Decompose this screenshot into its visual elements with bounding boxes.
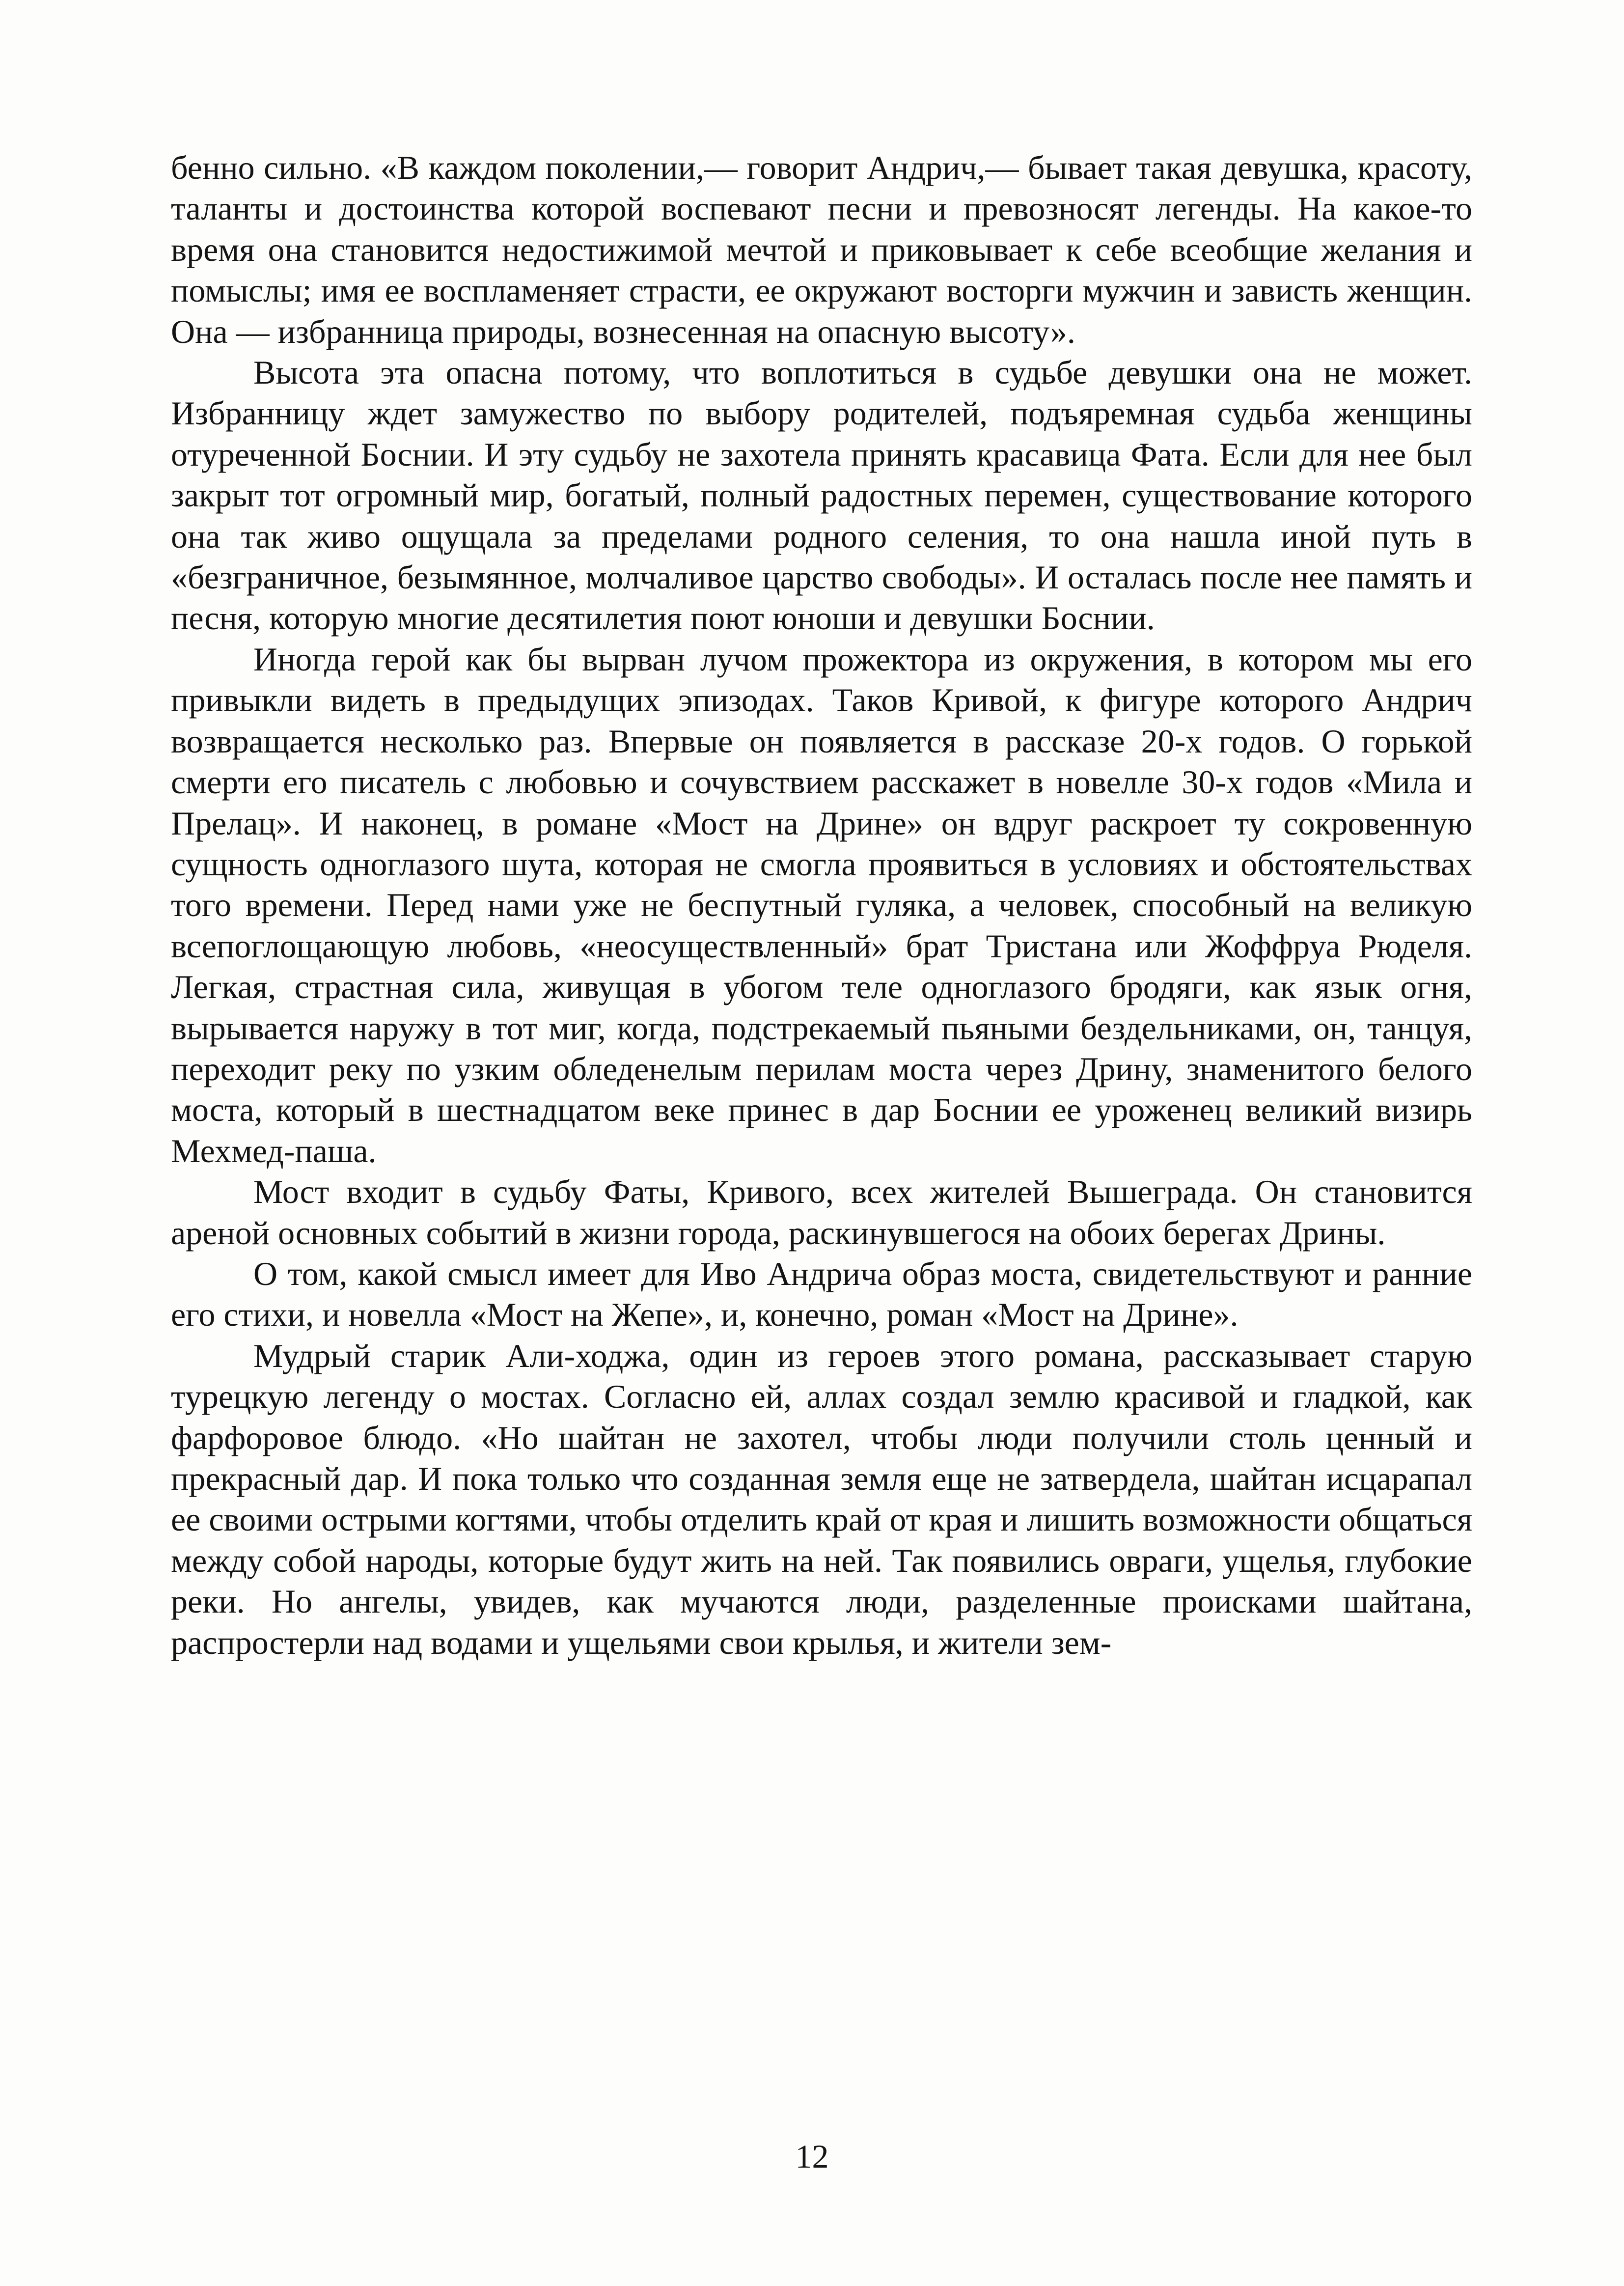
page-number: 12 <box>795 2138 829 2175</box>
paragraph-3: Иногда герой как бы вырван лучом прожектора из окружения, в котором мы его привыкли видеть в предыдущих эпизодах. Таков Кривой, к фигуре которого Андрич возвращается несколько раз. Впервые он появляется в рассказе 20-х годов. О горькой смерти его писатель с любовью и сочувствием расскажет в новелле 30-х годов «Мила и Прелац». И наконец, в романе «Мост на Дрине» он вдруг раскроет ту сокровенную сущность одноглазого шута, которая не смогла проявиться в условиях и обстоятельствах того времени. Перед нами уже не беспутный гуляка, а человек, способный на великую всепоглощающую любовь, «неосуществленный» брат Тристана или Жоффруа Рюделя. Легкая, страстная сила, живущая в убогом теле одноглазого бродяги, как язык огня, вырывается наружу в тот миг, когда, подстрекаемый пьяными бездельниками, он, танцуя, переходит реку по узким обледенелым перилам моста через Дрину, знаменитого белого моста, который в шестнадцатом веке принес в дар Боснии ее уроженец великий визирь Мехмед-паша. <box>171 640 1472 1170</box>
paragraph-6: Мудрый старик Али-ходжа, один из героев этого романа, рассказывает старую турецкую легенду о мостах. Согласно ей, аллах создал землю красивой и гладкой, как фарфоровое блюдо. «Но шайтан не захотел, чтобы люди получили столь ценный и прекрасный дар. И пока только что созданная земля еще не затвердела, шайтан исцарапал ее своими острыми когтями, чтобы отделить край от края и лишить возможности общаться между собой народы, которые будут жить на ней. Так появились овраги, ущелья, глубокие реки. Но ангелы, увидев, как мучаются люди, разделенные происками шайтана, распростерли над водами и ущельями свои крылья, и жители зем- <box>171 1337 1472 1661</box>
paragraph-1: бенно сильно. «В каждом поколении,— говорит Андрич,— бывает такая девушка, красоту, таланты и достоинства которой воспевают песни и превозносят легенды. На какое-то время она становится недостижимой мечтой и приковывает к себе всеобщие желания и помыслы; имя ее воспламеняет страсти, ее окружают восторги мужчин и зависть женщин. Она — избранница природы, вознесенная на опасную высоту». <box>171 149 1472 350</box>
paragraph-2: Высота эта опасна потому, что воплотиться в судьбе девушки она не может. Избранницу ждет замужество по выбору родителей, подъяремная судьба женщины отуреченной Боснии. И эту судьбу не захотела принять красавица Фата. Если для нее был закрыт тот огромный мир, богатый, полный радостных перемен, существование которого она так живо ощущала за пределами родного селения, то она нашла иной путь в «безграничное, безымянное, молчаливое царство свободы». И осталась после нее память и песня, которую многие десятилетия поют юноши и девушки Боснии. <box>171 354 1472 637</box>
paragraph-4: Мост входит в судьбу Фаты, Кривого, всех жителей Вышеграда. Он становится ареной основных событий в жизни города, раскинувшегося на обоих берегах Дрины. <box>171 1173 1472 1252</box>
paragraph-5: О том, какой смысл имеет для Иво Андрича образ моста, свидетельствуют и ранние его стихи, и новелла «Мост на Жепе», и, конечно, роман «Мост на Дрине». <box>171 1255 1472 1334</box>
body-text <box>171 147 1472 1663</box>
